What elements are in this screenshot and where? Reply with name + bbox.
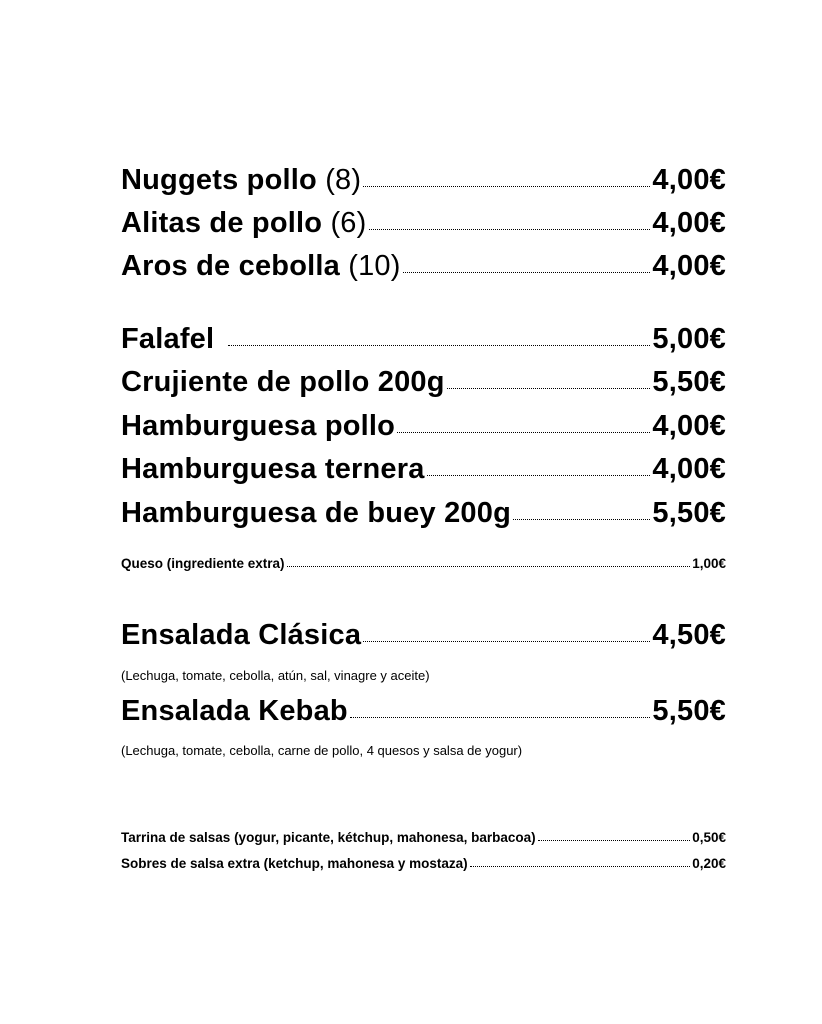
item-price: 5,50€ bbox=[652, 497, 726, 529]
item-name: Aros de cebolla (10) bbox=[121, 250, 401, 282]
item-name: Hamburguesa de buey 200g bbox=[121, 497, 511, 529]
dot-leader bbox=[397, 432, 650, 433]
item-price: 5,00€ bbox=[652, 323, 726, 355]
dot-leader bbox=[447, 388, 651, 389]
item-price: 4,00€ bbox=[652, 164, 726, 196]
menu-item-hamburguesa-ternera bbox=[121, 453, 726, 486]
item-name: Nuggets pollo (8) bbox=[121, 164, 362, 196]
item-price: 4,00€ bbox=[652, 410, 726, 442]
dot-leader bbox=[513, 519, 650, 520]
menu-item-tarrina-salsas bbox=[121, 830, 726, 845]
dot-leader bbox=[403, 272, 651, 273]
menu-item-alitas bbox=[121, 207, 726, 240]
menu-item-hamburguesa-pollo bbox=[121, 410, 726, 443]
dot-leader bbox=[538, 840, 691, 841]
item-name: Crujiente de pollo 200g bbox=[121, 366, 445, 398]
item-name: Hamburguesa ternera bbox=[121, 453, 425, 485]
item-name: Ensalada Kebab bbox=[121, 695, 348, 727]
menu-item-crujiente bbox=[121, 366, 726, 399]
item-price: 5,50€ bbox=[652, 695, 726, 727]
item-price: 4,00€ bbox=[652, 207, 726, 239]
dot-leader bbox=[228, 345, 650, 346]
item-name: Queso (ingrediente extra) bbox=[121, 556, 285, 571]
item-price: 1,00€ bbox=[692, 556, 726, 571]
menu-item-hamburguesa-buey bbox=[121, 497, 726, 530]
menu-item-queso-extra bbox=[121, 556, 726, 571]
item-description: (Lechuga, tomate, cebolla, carne de pollo, 4 quesos y salsa de yogur) bbox=[121, 743, 523, 758]
menu-item-aros bbox=[121, 250, 726, 283]
dot-leader bbox=[350, 717, 651, 718]
item-name: Alitas de pollo (6) bbox=[121, 207, 367, 239]
dot-leader bbox=[363, 641, 650, 642]
item-name: Sobres de salsa extra (ketchup, mahonesa y mostaza) bbox=[121, 856, 468, 871]
menu-item-ensalada-kebab bbox=[121, 695, 726, 728]
item-price: 4,50€ bbox=[652, 619, 726, 651]
item-name: Hamburguesa pollo bbox=[121, 410, 396, 442]
dot-leader bbox=[363, 186, 650, 187]
menu-item-falafel bbox=[121, 323, 726, 356]
item-price: 5,50€ bbox=[652, 366, 726, 398]
item-price: 0,50€ bbox=[692, 830, 726, 845]
item-price: 4,00€ bbox=[652, 453, 726, 485]
dot-leader bbox=[287, 566, 691, 567]
item-name: Tarrina de salsas (yogur, picante, kétchup, mahonesa, barbacoa) bbox=[121, 830, 536, 845]
dot-leader bbox=[427, 475, 651, 476]
item-description: (Lechuga, tomate, cebolla, atún, sal, vinagre y aceite) bbox=[121, 668, 430, 683]
dot-leader bbox=[470, 866, 691, 867]
menu-item-ensalada-clasica bbox=[121, 619, 726, 652]
dot-leader bbox=[369, 229, 651, 230]
item-price: 4,00€ bbox=[652, 250, 726, 282]
item-name: Ensalada Clásica bbox=[121, 619, 362, 651]
menu-item-nuggets bbox=[121, 164, 726, 197]
item-name: Falafel bbox=[121, 323, 215, 355]
menu-item-sobres-salsa bbox=[121, 856, 726, 871]
item-price: 0,20€ bbox=[692, 856, 726, 871]
